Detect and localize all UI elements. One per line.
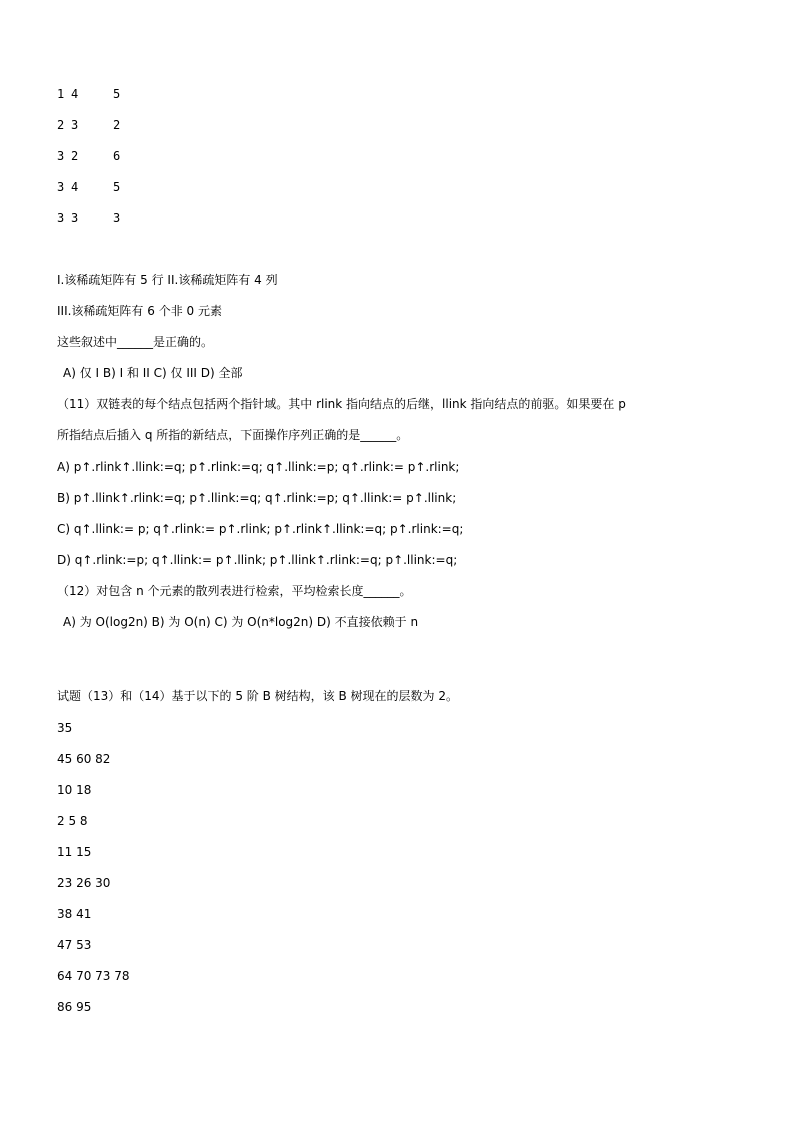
q12-stem: （12）对包含 n 个元素的散列表进行检索，平均检索长度______。 <box>57 584 412 598</box>
btree-node: 45 60 82 <box>57 752 111 766</box>
q11-option-d: D) q↑.rlink:=p; q↑.llink:= p↑.llink; p↑.llink↑.rlink:=q; p↑.llink:=q; <box>57 553 458 567</box>
statement-question: 这些叙述中______是正确的。 <box>57 335 214 349</box>
matrix-value: 5 <box>113 87 121 101</box>
matrix-value: 5 <box>113 180 121 194</box>
q12-options: A) 为 O(log2n) B) 为 O(n) C) 为 O(n*log2n) D) 不直接依赖于 n <box>63 615 419 629</box>
btree-node: 2 5 8 <box>57 814 88 828</box>
statement-options: A) 仅 I B) I 和 II C) 仅 III D) 全部 <box>63 366 243 380</box>
q11-option-a: A) p↑.rlink↑.llink:=q; p↑.rlink:=q; q↑.llink:=p; q↑.rlink:= p↑.rlink; <box>57 460 460 474</box>
btree-intro: 试题（13）和（14）基于以下的 5 阶 B 树结构，该 B 树现在的层数为 2。 <box>57 689 458 703</box>
matrix-row-index: 3 <box>57 211 65 225</box>
matrix-row-index: 3 <box>57 149 65 163</box>
matrix-row-index: 1 <box>57 87 65 101</box>
q11-stem-line-1: （11）双链表的每个结点包括两个指针域。其中 rlink 指向结点的后继，llink 指向结点的前驱。如果要在 p <box>57 397 626 411</box>
matrix-value: 3 <box>113 211 121 225</box>
statement-line-1: I.该稀疏矩阵有 5 行 II.该稀疏矩阵有 4 列 <box>57 273 278 287</box>
matrix-col-index: 4 <box>71 87 79 101</box>
btree-node: 35 <box>57 721 73 735</box>
matrix-col-index: 3 <box>71 211 79 225</box>
q11-option-c: C) q↑.llink:= p; q↑.rlink:= p↑.rlink; p↑.rlink↑.llink:=q; p↑.rlink:=q; <box>57 522 464 536</box>
btree-node: 23 26 30 <box>57 876 111 890</box>
btree-node: 86 95 <box>57 1000 92 1014</box>
matrix-col-index: 3 <box>71 118 79 132</box>
matrix-value: 6 <box>113 149 121 163</box>
matrix-col-index: 4 <box>71 180 79 194</box>
btree-node: 64 70 73 78 <box>57 969 130 983</box>
matrix-col-index: 2 <box>71 149 79 163</box>
matrix-row-index: 2 <box>57 118 65 132</box>
btree-node: 38 41 <box>57 907 92 921</box>
statement-line-2: III.该稀疏矩阵有 6 个非 0 元素 <box>57 304 222 318</box>
btree-node: 47 53 <box>57 938 92 952</box>
matrix-value: 2 <box>113 118 121 132</box>
matrix-row-index: 3 <box>57 180 65 194</box>
q11-stem-line-2: 所指结点后插入 q 所指的新结点，下面操作序列正确的是______。 <box>57 428 409 442</box>
q11-option-b: B) p↑.llink↑.rlink:=q; p↑.llink:=q; q↑.rlink:=p; q↑.llink:= p↑.llink; <box>57 491 457 505</box>
btree-node: 10 18 <box>57 783 92 797</box>
btree-node: 11 15 <box>57 845 92 859</box>
